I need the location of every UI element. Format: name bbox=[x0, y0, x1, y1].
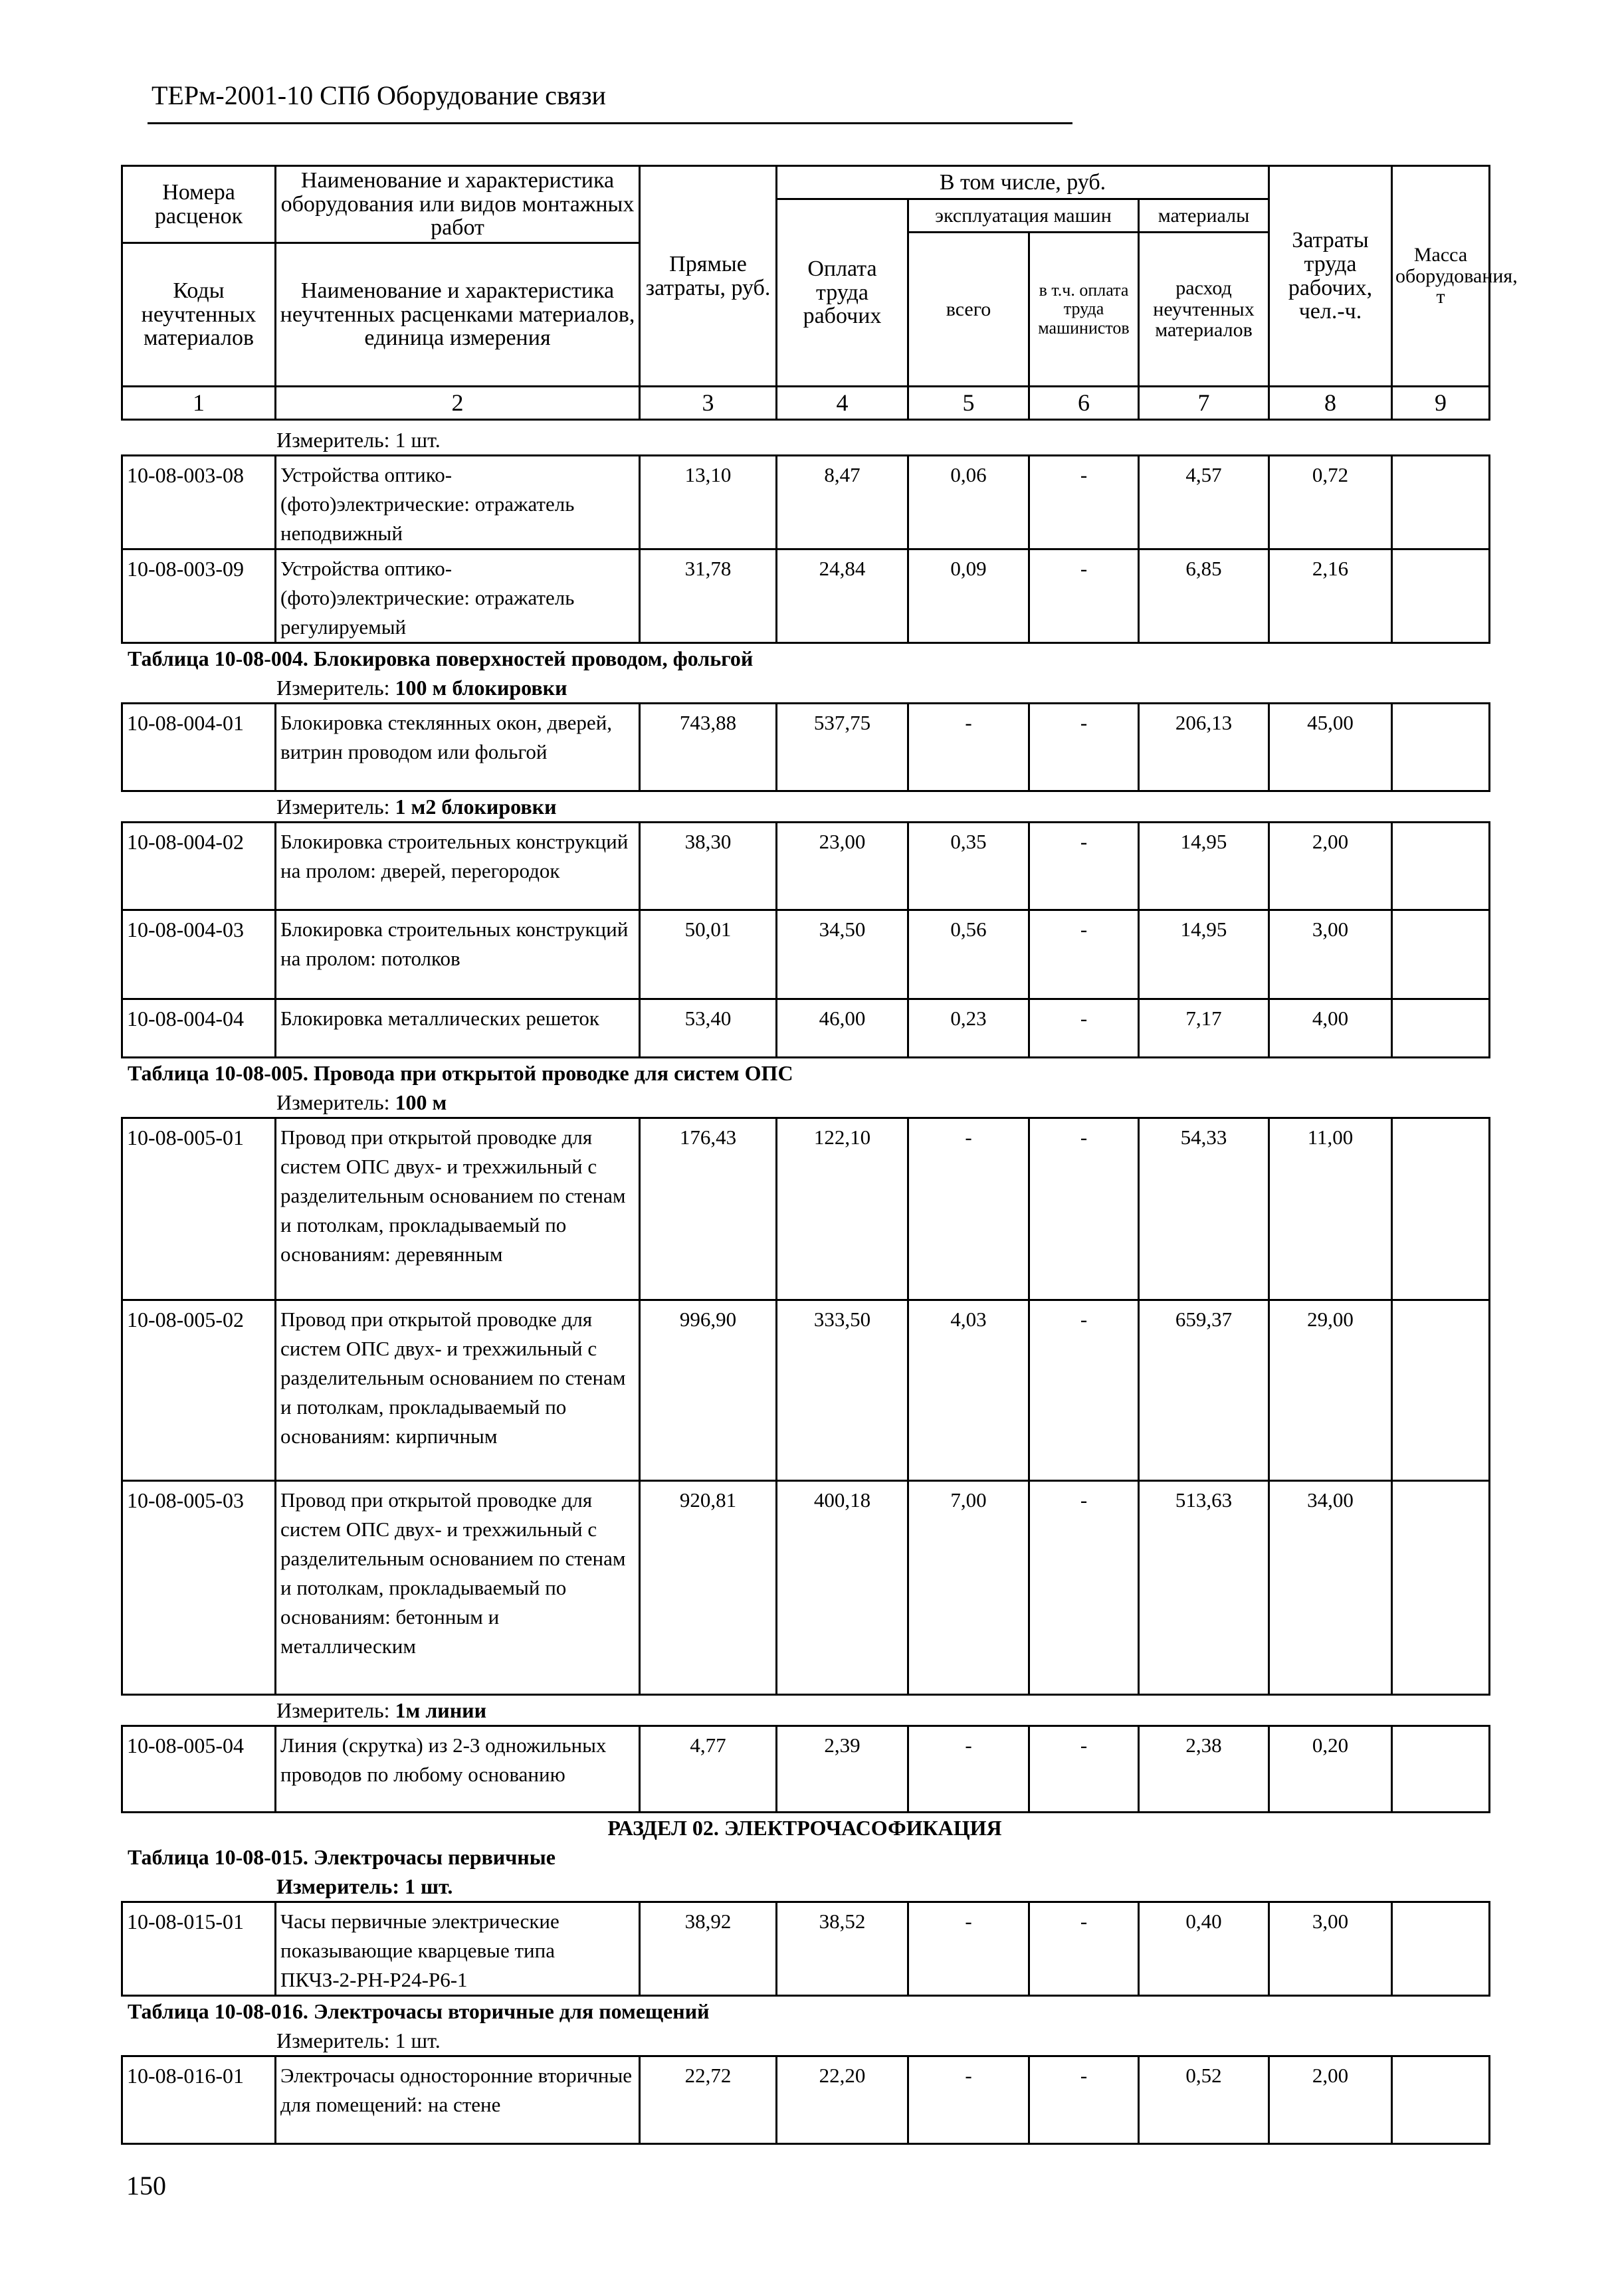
materials-costs: 7,17 bbox=[1139, 999, 1269, 1058]
materials-costs: 0,52 bbox=[1139, 2056, 1269, 2144]
direct-costs: 53,40 bbox=[640, 999, 777, 1058]
table-header bbox=[121, 165, 1518, 421]
rates-table bbox=[121, 2055, 1490, 2145]
rate-code: 10-08-016-01 bbox=[122, 2056, 276, 2144]
col-name-subheader: Наименование и характеристика неучтенных расценками материалов, единица измерения bbox=[276, 243, 640, 387]
equipment-mass bbox=[1392, 1902, 1490, 1996]
table-row bbox=[122, 1300, 1490, 1481]
price-list-body bbox=[121, 425, 1488, 2145]
measure-unit-line bbox=[121, 792, 1488, 821]
labor-hours: 45,00 bbox=[1269, 704, 1392, 791]
rate-code: 10-08-004-03 bbox=[122, 910, 276, 999]
rates-table bbox=[121, 1901, 1490, 1997]
measure-prefix: Измеритель: 1 шт. bbox=[276, 428, 441, 452]
rates-table bbox=[121, 821, 1490, 1058]
direct-costs: 38,30 bbox=[640, 823, 777, 910]
machinist-wages: - bbox=[1029, 823, 1139, 910]
machinist-wages: - bbox=[1029, 1300, 1139, 1481]
rate-code: 10-08-015-01 bbox=[122, 1902, 276, 1996]
machine-costs: 0,23 bbox=[908, 999, 1029, 1058]
table-row bbox=[122, 1481, 1490, 1695]
col-number: 7 bbox=[1139, 387, 1269, 420]
worker-wages: 122,10 bbox=[777, 1118, 908, 1300]
work-description: Устройства оптико-(фото)электрические: отражатель неподвижный bbox=[276, 456, 640, 549]
table-row bbox=[122, 704, 1490, 791]
machine-costs: - bbox=[908, 2056, 1029, 2144]
worker-wages: 2,39 bbox=[777, 1726, 908, 1813]
section-heading: РАЗДЕЛ 02. ЭЛЕКТРОЧАСОФИКАЦИЯ bbox=[607, 1816, 1002, 1840]
col-number: 5 bbox=[908, 387, 1029, 420]
table-row bbox=[122, 2056, 1490, 2144]
machinist-wages: - bbox=[1029, 2056, 1139, 2144]
title-rule bbox=[148, 122, 1072, 124]
work-description: Часы первичные электрические показывающие кварцевые типа ПКЧЗ-2-РН-Р24-Р6-1 bbox=[276, 1902, 640, 1996]
measure-value: 1 м2 блокировки bbox=[395, 795, 557, 819]
table-row bbox=[122, 1726, 1490, 1813]
equipment-mass bbox=[1392, 1481, 1490, 1695]
materials-costs: 54,33 bbox=[1139, 1118, 1269, 1300]
equipment-mass bbox=[1392, 1118, 1490, 1300]
worker-wages: 22,20 bbox=[777, 2056, 908, 2144]
machine-costs: 0,09 bbox=[908, 549, 1029, 643]
measure-value: 100 м блокировки bbox=[395, 676, 567, 700]
worker-wages: 38,52 bbox=[777, 1902, 908, 1996]
labor-hours: 11,00 bbox=[1269, 1118, 1392, 1300]
worker-wages: 24,84 bbox=[777, 549, 908, 643]
col-codes-header: Номера расценок bbox=[122, 166, 276, 243]
col-number: 8 bbox=[1269, 387, 1392, 420]
table-title: Таблица 10-08-005. Провода при открытой проводке для систем ОПС bbox=[128, 1061, 793, 1085]
table-row bbox=[122, 456, 1490, 549]
measure-unit-line bbox=[121, 425, 1488, 454]
table-title: Таблица 10-08-004. Блокировка поверхностей проводом, фольгой bbox=[128, 646, 754, 670]
col-unaccounted-header: расход неучтенных материалов bbox=[1139, 233, 1269, 387]
measure-unit-line bbox=[121, 673, 1488, 702]
col-labor-header: Затраты труда рабочих, чел.-ч. bbox=[1269, 166, 1392, 387]
table-row bbox=[122, 999, 1490, 1058]
worker-wages: 34,50 bbox=[777, 910, 908, 999]
col-number: 9 bbox=[1392, 387, 1490, 420]
work-description: Блокировка строительных конструкций на пролом: дверей, перегородок bbox=[276, 823, 640, 910]
machine-costs: 0,06 bbox=[908, 456, 1029, 549]
machine-costs: - bbox=[908, 1726, 1029, 1813]
direct-costs: 996,90 bbox=[640, 1300, 777, 1481]
rate-code: 10-08-004-04 bbox=[122, 999, 276, 1058]
work-description: Линия (скрутка) из 2-3 одножильных проводов по любому основанию bbox=[276, 1726, 640, 1813]
rates-table bbox=[121, 702, 1490, 792]
table-row bbox=[122, 1902, 1490, 1996]
machinist-wages: - bbox=[1029, 549, 1139, 643]
machinist-wages: - bbox=[1029, 999, 1139, 1058]
col-wages-header: Оплата труда рабочих bbox=[777, 199, 908, 387]
direct-costs: 50,01 bbox=[640, 910, 777, 999]
labor-hours: 2,00 bbox=[1269, 2056, 1392, 2144]
equipment-mass bbox=[1392, 823, 1490, 910]
materials-costs: 4,57 bbox=[1139, 456, 1269, 549]
materials-costs: 14,95 bbox=[1139, 910, 1269, 999]
measure-unit-line: Измеритель: 1 шт. bbox=[276, 1874, 453, 1898]
machine-costs: - bbox=[908, 1902, 1029, 1996]
materials-costs: 659,37 bbox=[1139, 1300, 1269, 1481]
table-row bbox=[122, 549, 1490, 643]
rate-code: 10-08-005-03 bbox=[122, 1481, 276, 1695]
direct-costs: 31,78 bbox=[640, 549, 777, 643]
materials-costs: 2,38 bbox=[1139, 1726, 1269, 1813]
labor-hours: 2,16 bbox=[1269, 549, 1392, 643]
table-row bbox=[122, 1118, 1490, 1300]
work-description: Провод при открытой проводке для систем ОПС двух- и трехжильный с разделительным основанием по стенам и потолкам, прокладываемый по основаниям: деревянным bbox=[276, 1118, 640, 1300]
machine-costs: 0,35 bbox=[908, 823, 1029, 910]
equipment-mass bbox=[1392, 910, 1490, 999]
col-number: 1 bbox=[122, 387, 276, 420]
table-title: Таблица 10-08-015. Электрочасы первичные bbox=[128, 1845, 556, 1869]
col-number: 3 bbox=[640, 387, 777, 420]
col-codes-subheader: Коды неучтенных материалов bbox=[122, 243, 276, 387]
work-description: Блокировка стеклянных окон, дверей, витрин проводом или фольгой bbox=[276, 704, 640, 791]
rate-code: 10-08-004-01 bbox=[122, 704, 276, 791]
measure-unit-line bbox=[121, 1088, 1488, 1117]
rate-code: 10-08-003-08 bbox=[122, 456, 276, 549]
col-direct-header: Прямые затраты, руб. bbox=[640, 166, 777, 387]
machine-costs: 4,03 bbox=[908, 1300, 1029, 1481]
col-machinist-wages-header: в т.ч. оплата труда машинистов bbox=[1029, 233, 1139, 387]
work-description: Устройства оптико-(фото)электрические: отражатель регулируемый bbox=[276, 549, 640, 643]
machinist-wages: - bbox=[1029, 456, 1139, 549]
machine-costs: 0,56 bbox=[908, 910, 1029, 999]
rates-table bbox=[121, 1725, 1490, 1813]
machinist-wages: - bbox=[1029, 1902, 1139, 1996]
worker-wages: 333,50 bbox=[777, 1300, 908, 1481]
col-mass-header: Масса оборудования, т bbox=[1392, 166, 1490, 387]
col-number: 2 bbox=[276, 387, 640, 420]
work-description: Провод при открытой проводке для систем ОПС двух- и трехжильный с разделительным основанием по стенам и потолкам, прокладываемый по основаниям: кирпичным bbox=[276, 1300, 640, 1481]
worker-wages: 537,75 bbox=[777, 704, 908, 791]
rate-code: 10-08-005-04 bbox=[122, 1726, 276, 1813]
labor-hours: 3,00 bbox=[1269, 1902, 1392, 1996]
rate-code: 10-08-003-09 bbox=[122, 549, 276, 643]
direct-costs: 176,43 bbox=[640, 1118, 777, 1300]
direct-costs: 920,81 bbox=[640, 1481, 777, 1695]
measure-prefix: Измеритель: bbox=[276, 1698, 395, 1722]
machinist-wages: - bbox=[1029, 1118, 1139, 1300]
rate-code: 10-08-005-01 bbox=[122, 1118, 276, 1300]
labor-hours: 4,00 bbox=[1269, 999, 1392, 1058]
measure-value: 100 м bbox=[395, 1090, 447, 1114]
machinist-wages: - bbox=[1029, 1481, 1139, 1695]
labor-hours: 2,00 bbox=[1269, 823, 1392, 910]
work-description: Блокировка металлических решеток bbox=[276, 999, 640, 1058]
rates-table bbox=[121, 1117, 1490, 1696]
direct-costs: 22,72 bbox=[640, 2056, 777, 2144]
table-title: Таблица 10-08-016. Электрочасы вторичные для помещений bbox=[128, 1999, 710, 2023]
col-name-header: Наименование и характеристика оборудования или видов монтажных работ bbox=[276, 166, 640, 243]
worker-wages: 46,00 bbox=[777, 999, 908, 1058]
work-description: Электрочасы односторонние вторичные для помещений: на стене bbox=[276, 2056, 640, 2144]
materials-costs: 14,95 bbox=[1139, 823, 1269, 910]
rate-code: 10-08-004-02 bbox=[122, 823, 276, 910]
equipment-mass bbox=[1392, 1726, 1490, 1813]
equipment-mass bbox=[1392, 1300, 1490, 1481]
measure-unit-line bbox=[121, 1696, 1488, 1725]
col-number: 4 bbox=[777, 387, 908, 420]
rates-table bbox=[121, 454, 1490, 644]
col-total-header: всего bbox=[908, 233, 1029, 387]
direct-costs: 4,77 bbox=[640, 1726, 777, 1813]
measure-prefix: Измеритель: bbox=[276, 1090, 395, 1114]
work-description: Провод при открытой проводке для систем ОПС двух- и трехжильный с разделительным основанием по стенам и потолкам, прокладываемый по основаниям: бетонным и металлическим bbox=[276, 1481, 640, 1695]
equipment-mass bbox=[1392, 549, 1490, 643]
worker-wages: 23,00 bbox=[777, 823, 908, 910]
equipment-mass bbox=[1392, 999, 1490, 1058]
machine-costs: - bbox=[908, 704, 1029, 791]
labor-hours: 0,20 bbox=[1269, 1726, 1392, 1813]
labor-hours: 29,00 bbox=[1269, 1300, 1392, 1481]
measure-prefix: Измеритель: bbox=[276, 676, 395, 700]
materials-costs: 0,40 bbox=[1139, 1902, 1269, 1996]
page-number: 150 bbox=[126, 2171, 166, 2201]
materials-costs: 6,85 bbox=[1139, 549, 1269, 643]
equipment-mass bbox=[1392, 456, 1490, 549]
worker-wages: 400,18 bbox=[777, 1481, 908, 1695]
page-title: ТЕРм-2001-10 СПб Оборудование связи bbox=[152, 80, 606, 110]
labor-hours: 34,00 bbox=[1269, 1481, 1392, 1695]
measure-value: 1м линии bbox=[395, 1698, 487, 1722]
machine-costs: 7,00 bbox=[908, 1481, 1029, 1695]
measure-prefix: Измеритель: 1 шт. bbox=[276, 2028, 441, 2052]
direct-costs: 13,10 bbox=[640, 456, 777, 549]
machinist-wages: - bbox=[1029, 910, 1139, 999]
col-machines-header: эксплуатация машин bbox=[908, 199, 1139, 233]
table-row bbox=[122, 823, 1490, 910]
measure-unit-line bbox=[121, 2026, 1488, 2055]
measure-prefix: Измеритель: bbox=[276, 795, 395, 819]
col-materials-header: материалы bbox=[1139, 199, 1269, 233]
equipment-mass bbox=[1392, 2056, 1490, 2144]
direct-costs: 38,92 bbox=[640, 1902, 777, 1996]
machinist-wages: - bbox=[1029, 704, 1139, 791]
materials-costs: 513,63 bbox=[1139, 1481, 1269, 1695]
labor-hours: 0,72 bbox=[1269, 456, 1392, 549]
direct-costs: 743,88 bbox=[640, 704, 777, 791]
machine-costs: - bbox=[908, 1118, 1029, 1300]
table-row bbox=[122, 910, 1490, 999]
rate-code: 10-08-005-02 bbox=[122, 1300, 276, 1481]
labor-hours: 3,00 bbox=[1269, 910, 1392, 999]
col-including-header: В том числе, руб. bbox=[777, 166, 1269, 199]
machinist-wages: - bbox=[1029, 1726, 1139, 1813]
work-description: Блокировка строительных конструкций на пролом: потолков bbox=[276, 910, 640, 999]
equipment-mass bbox=[1392, 704, 1490, 791]
materials-costs: 206,13 bbox=[1139, 704, 1269, 791]
col-number: 6 bbox=[1029, 387, 1139, 420]
worker-wages: 8,47 bbox=[777, 456, 908, 549]
